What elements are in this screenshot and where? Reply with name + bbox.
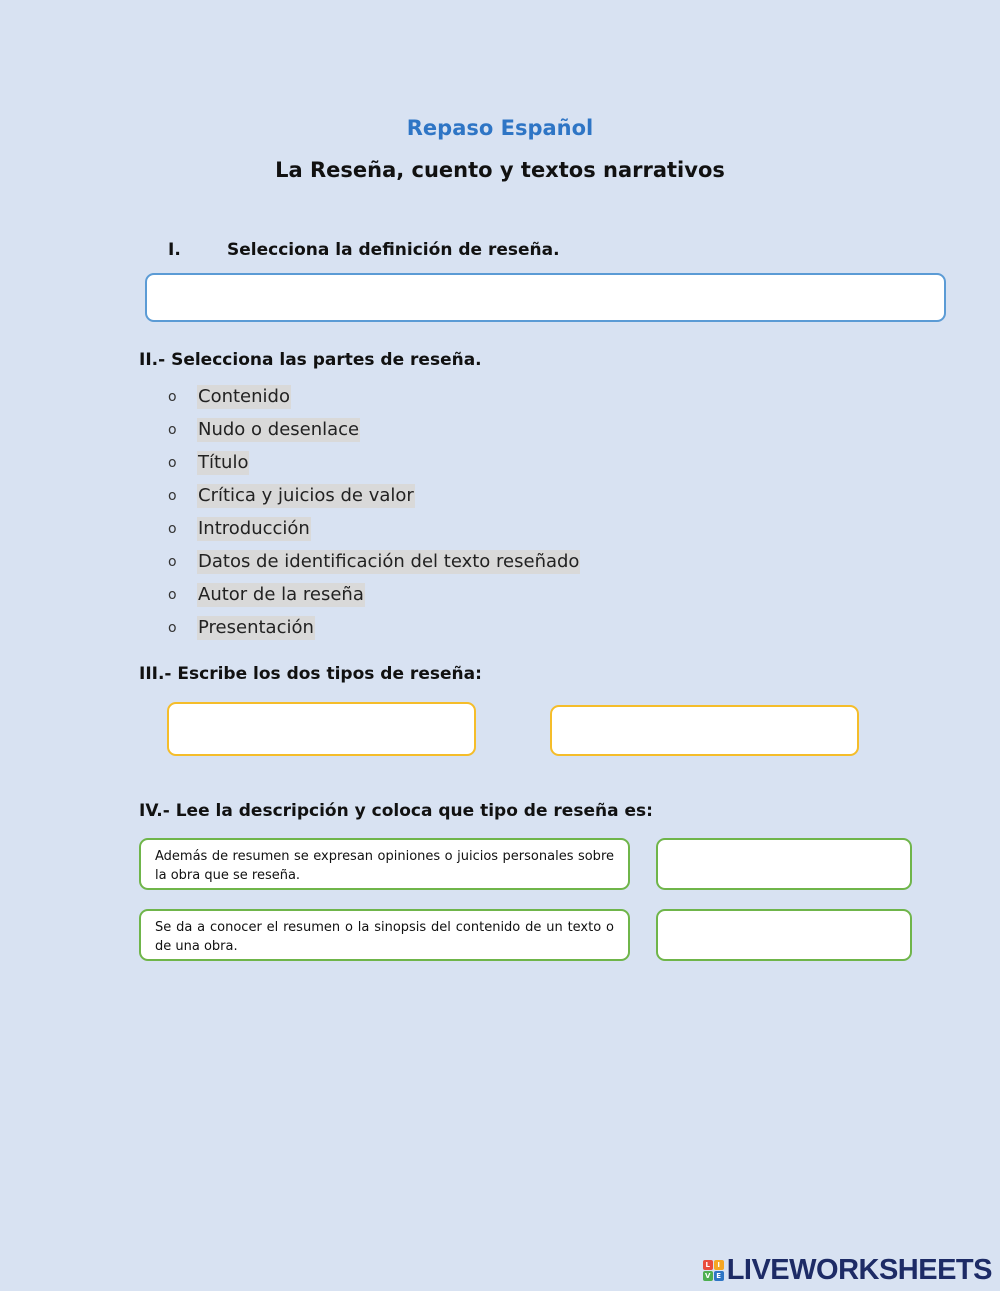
- page-title: Repaso Español: [406, 116, 594, 140]
- option-label: Autor de la reseña: [198, 584, 364, 605]
- option-label: Presentación: [198, 617, 314, 638]
- bullet-icon: o: [168, 389, 177, 405]
- page-subtitle: La Reseña, cuento y textos narrativos: [275, 158, 725, 182]
- option-autor[interactable]: [168, 582, 365, 608]
- section-3-heading: III.- Escribe los dos tipos de reseña:: [139, 664, 482, 684]
- section-1-heading: Selecciona la definición de reseña.: [227, 240, 560, 260]
- section-4-heading: IV.- Lee la descripción y coloca que tipo de reseña es:: [139, 801, 653, 821]
- option-label: Contenido: [198, 386, 290, 407]
- description-box-1: Además de resumen se expresan opiniones o juicios personales sobre la obra que se reseña.: [139, 838, 630, 890]
- bullet-icon: o: [168, 620, 177, 636]
- option-titulo[interactable]: [168, 450, 249, 476]
- logo-text: LIVEWORKSHEETS: [726, 1254, 992, 1286]
- logo-letter: I: [714, 1260, 724, 1270]
- bullet-icon: o: [168, 554, 177, 570]
- logo-letter: E: [714, 1271, 724, 1281]
- option-label: Título: [198, 452, 249, 473]
- bullet-icon: o: [168, 521, 177, 537]
- bullet-icon: o: [168, 455, 177, 471]
- description-answer-2-field[interactable]: [656, 909, 912, 961]
- option-contenido[interactable]: [168, 384, 291, 410]
- section-1-number: I.: [168, 240, 181, 260]
- option-introduccion[interactable]: [168, 516, 311, 542]
- liveworksheets-logo: [703, 1254, 992, 1287]
- review-type-1-field[interactable]: [167, 702, 476, 756]
- review-type-2-field[interactable]: [550, 705, 859, 756]
- bullet-icon: o: [168, 422, 177, 438]
- option-datos-identificacion[interactable]: [168, 549, 580, 575]
- description-answer-1-field[interactable]: [656, 838, 912, 890]
- option-label: Crítica y juicios de valor: [198, 485, 414, 506]
- option-label: Introducción: [198, 518, 310, 539]
- option-nudo-o-desenlace[interactable]: [168, 417, 360, 443]
- logo-letter: L: [703, 1260, 713, 1270]
- logo-letter: V: [703, 1271, 713, 1281]
- option-label: Datos de identificación del texto reseñado: [198, 551, 580, 572]
- bullet-icon: o: [168, 488, 177, 504]
- definition-answer-field[interactable]: [145, 273, 946, 322]
- option-critica[interactable]: [168, 483, 415, 509]
- section-2-heading: II.- Selecciona las partes de reseña.: [139, 350, 482, 370]
- description-box-2: Se da a conocer el resumen o la sinopsis del contenido de un texto o de una obra.: [139, 909, 630, 961]
- logo-mark-icon: [703, 1260, 724, 1281]
- option-presentacion[interactable]: [168, 615, 315, 641]
- option-label: Nudo o desenlace: [198, 419, 360, 440]
- bullet-icon: o: [168, 587, 177, 603]
